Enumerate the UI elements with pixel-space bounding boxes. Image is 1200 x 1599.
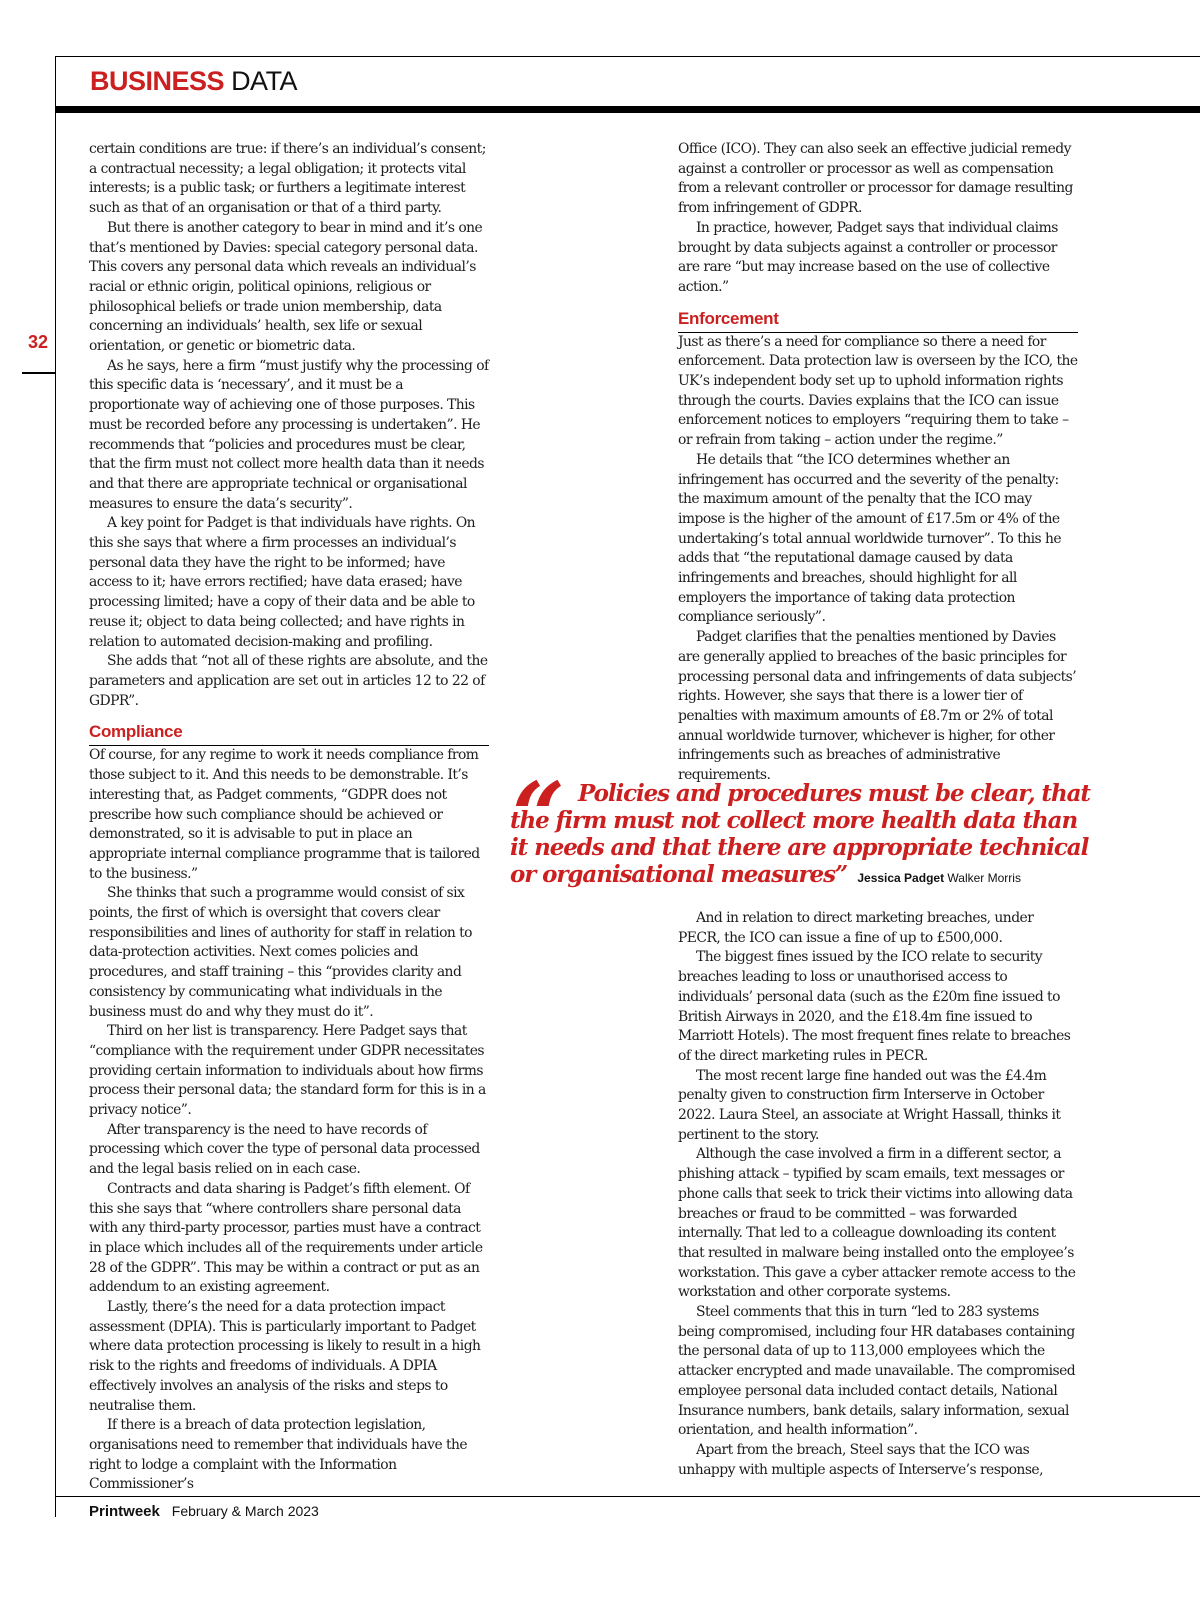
footer xyxy=(89,1503,319,1520)
paragraph: certain conditions are true: if there’s an individual’s consent; a contractual necessity; a legal obligation; it protects vital interests; is a public task; or furthers a legitimate interest such as that of an organisation or that of a third party. xyxy=(89,141,486,217)
paragraph: Contracts and data sharing is Padget’s fifth element. Of this she says that “where controllers share personal data with any third-party processor, parties must have a contract in place which includes all of the requirements under article 28 of the GDPR”. This may be within a contract or put as an addendum to an existing agreement. xyxy=(89,1180,483,1296)
paragraph: Just as there’s a need for compliance so there a need for enforcement. Data protection law is overseen by the ICO, the UK’s independent body set up to uphold information rights through the courts. Davies explains that the ICO can issue enforcement notices to employers “requiring them to take – or refrain from taking – action under the regime.” xyxy=(678,333,1078,449)
paragraph: If there is a breach of data protection legislation, organisations need to remember that individuals have the right to lodge a complaint with the Information Commissioner’s xyxy=(89,1417,468,1493)
attribution-org: Walker Morris xyxy=(947,871,1021,885)
paragraph: The most recent large fine handed out was the £4.4m penalty given to construction firm Interserve in October 2022. Laura Steel, an associate at Wright Hassall, thinks it pertinent to the story. xyxy=(678,1067,1061,1143)
footer-rule xyxy=(55,1496,1200,1497)
paragraph: Office (ICO). They can also seek an effective judicial remedy against a controller or processor as well as compensation from a relevant controller or processor for damage resulting from infringement of GDPR. xyxy=(678,141,1073,217)
paragraph: Although the case involved a firm in a different sector, a phishing attack – typified by scam emails, text messages or phone calls that seek to trick their victims into allowing data breaches or fraud to be committed – was forwarded internally. That led to a colleague downloading its content that resulted in malware being installed onto the employee’s workstation. This gave a cyber attacker remote access to the workstation and other corporate systems. xyxy=(678,1146,1076,1301)
subhead-enforcement: Enforcement xyxy=(678,309,1078,333)
paragraph: He details that “the ICO determines whether an infringement has occurred and the severity of the penalty: the maximum amount of the penalty that the ICO may impose is the higher of the amount of £17.5m or 4% of the undertaking’s total annual worldwide turnover”. To this he adds that “the reputational damage caused by data infringements and breaches, should highlight for all employers the importance of taking data protection compliance seriously”. xyxy=(678,451,1062,626)
header-left-rule xyxy=(55,56,56,106)
subhead-compliance: Compliance xyxy=(89,722,489,746)
paragraph: She thinks that such a programme would consist of six points, the first of which is oversight that covers clear responsibilities and lines of authority for staff in relation to data-protection activities. Next comes policies and procedures, and staff training – this “provides clarity and consistency by communicating what individuals in the business must do and why they must do it”. xyxy=(89,885,472,1020)
left-column xyxy=(89,140,489,1495)
header-bar xyxy=(55,106,1200,113)
paragraph: She adds that “not all of these rights are absolute, and the parameters and application are set out in articles 12 to 22 of GDPR”. xyxy=(89,653,488,709)
paragraph: And in relation to direct marketing breaches, under PECR, the ICO can issue a fine of up to £500,000. xyxy=(678,910,1034,946)
paragraph: The biggest fines issued by the ICO relate to security breaches leading to loss or unauthorised access to individuals’ personal data (such as the £20m fine issued to British Airways in 2020, and the £18.4m fine issued to Marriott Hotels). The most frequent fines relate to breaches of the direct marketing rules in PECR. xyxy=(678,949,1071,1064)
quote-mark-icon: “ xyxy=(512,762,565,870)
paragraph: Of course, for any regime to work it needs compliance from those subject to it. And this needs to be demonstrable. It’s interesting that, as Padget comments, “GDPR does not prescribe how such compliance should be achieved or demonstrated, so it is advisable to put in place an appropriate internal compliance programme that is tailored to the business.” xyxy=(89,747,480,882)
paragraph: But there is another category to bear in mind and it’s one that’s mentioned by Davies: special category personal data. This covers any personal data which reveals an individual’s racial or ethnic origin, political opinions, religious or philosophical beliefs or trade union membership, data concerning an individuals’ health, sex life or sexual orientation, or genetic or biometric data. xyxy=(89,219,483,355)
section-name: BUSINESS xyxy=(90,66,225,96)
page-number-rule xyxy=(22,372,55,374)
paragraph: In practice, however, Padget says that individual claims brought by data subjects against a controller or processor are rare “but may increase based on the use of collective action.” xyxy=(678,219,1058,295)
paragraph: Padget clarifies that the penalties mentioned by Davies are generally applied to breaches of the basic principles for processing personal data and infringements of data subjects’ rights. However, she says that there is a lower tier of penalties with maximum amounts of £8.7m or 2% of total annual worldwide turnover, whichever is higher, for other infringements such as breaches of administrative requirements. xyxy=(678,629,1077,784)
paragraph: Third on her list is transparency. Here Padget says that “compliance with the requirement under GDPR necessitates providing certain information to individuals about how firms process their personal data; the standard form for this is in a privacy notice”. xyxy=(89,1023,486,1119)
header-top-rule xyxy=(55,56,1200,57)
subsection-name: DATA xyxy=(231,66,298,96)
paragraph: A key point for Padget is that individuals have rights. On this she says that where a firm processes an individual’s personal data they have the right to be informed; have access to it; have errors rectified; have data erased; have processing limited; have a copy of their data and be able to reuse it; object to data being collected; and have rights in relation to automated decision-making and profiling. xyxy=(89,515,476,650)
attribution-name: Jessica Padget xyxy=(857,871,945,885)
left-margin-rule xyxy=(55,113,56,1517)
paragraph: After transparency is the need to have records of processing which cover the type of personal data processed and the legal basis relied on in each case. xyxy=(89,1121,480,1178)
issue-date: February & March 2023 xyxy=(171,1503,319,1519)
right-column-top xyxy=(678,140,1078,786)
right-column-bottom xyxy=(678,909,1078,1480)
pull-quote xyxy=(510,780,1100,892)
section-header xyxy=(90,66,297,97)
publication-name: Printweek xyxy=(89,1503,160,1520)
paragraph: Apart from the breach, Steel says that the ICO was unhappy with multiple aspects of Interserve’s response, xyxy=(678,1441,1043,1478)
pull-quote-attribution xyxy=(854,871,1021,885)
paragraph: Steel comments that this in turn “led to 283 systems being compromised, including four HR databases containing the personal data of up to 113,000 employees which the attacker encrypted and made unavailable. The compromised employee personal data included contact details, National Insurance numbers, bank details, salary information, sexual orientation, and health information”. xyxy=(678,1304,1076,1439)
paragraph: As he says, here a firm “must justify why the processing of this specific data is ‘necessary’, and it must be a proportionate way of achieving one of those purposes. This must be recorded before any processing is undertaken”. He recommends that “policies and procedures must be clear, that the firm must not collect more health data than it needs and that there are appropriate technical or organisational measures to ensure the data’s security”. xyxy=(89,357,489,512)
paragraph: Lastly, there’s the need for a data protection impact assessment (DPIA). This is particularly important to Padget where data protection processing is likely to result in a high risk to the rights and freedoms of individuals. A DPIA effectively involves an analysis of the risks and steps to neutralise them. xyxy=(89,1299,481,1414)
page-number: 32 xyxy=(28,332,49,352)
pull-quote-text: Policies and procedures must be clear, that the firm must not collect more health data than it needs and that there are appropriate technical or organisational measures” xyxy=(510,780,1090,888)
